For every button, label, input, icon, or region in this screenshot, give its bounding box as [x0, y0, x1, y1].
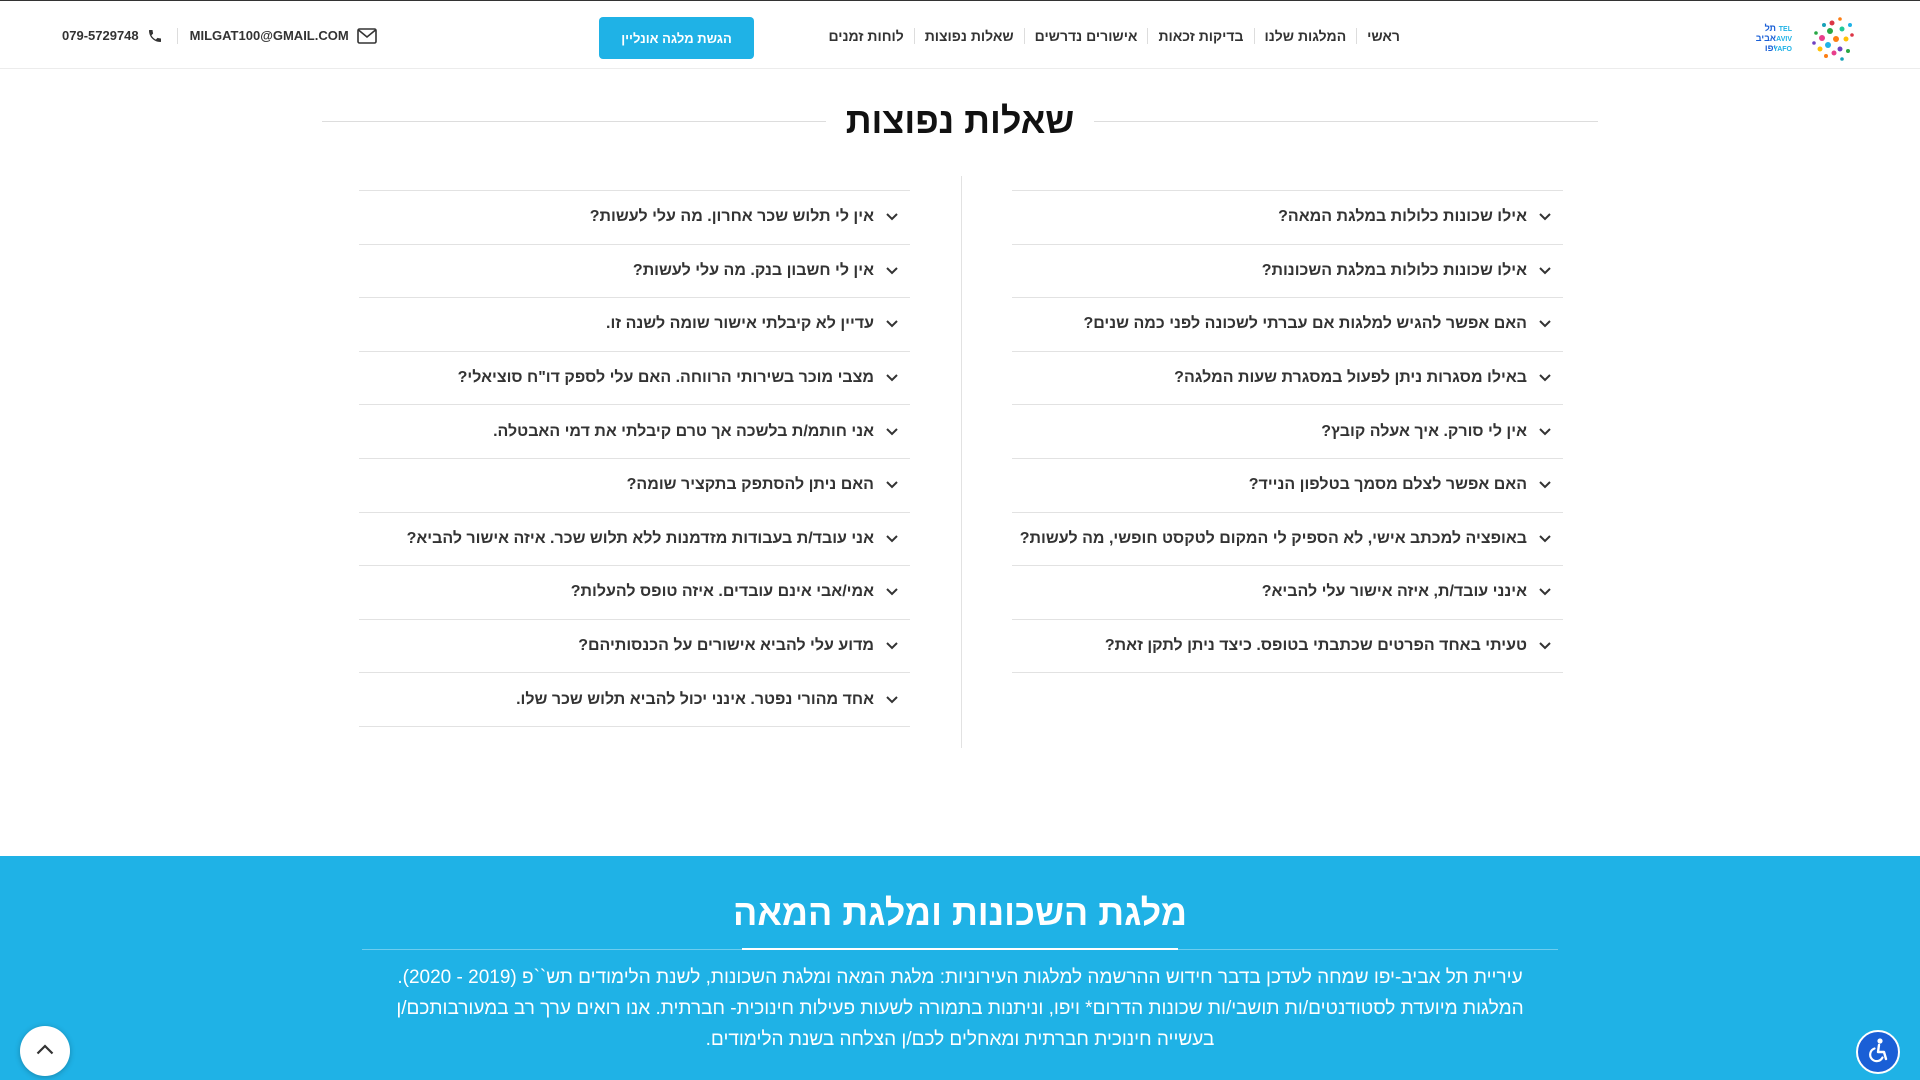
faq-item[interactable]	[359, 245, 910, 299]
chevron-down-icon	[884, 585, 898, 599]
intro-text-line: המלגות מיועדת לסטודנטים/ות תושבי/ות שכונות הדרום* ויפו, וניתנות בתמורה לשעות פעילות חינוכית- חברתית. אנו רואים ערך רב במעורבותכם/ן	[396, 998, 1524, 1019]
chevron-down-icon	[884, 693, 898, 707]
intro-text-line: עיריית תל אביב-יפו שמחה לעדכן בדבר חידוש ההרשמה למלגות העירוניות: מלגת המאה ומלגת השכונות, לשנת הלימודים תש``פ (2019 - 2020).	[397, 967, 1523, 988]
nav-item-required-documents[interactable]: אישורים נדרשים	[1024, 28, 1148, 44]
heading-line-left	[322, 121, 826, 122]
chevron-down-icon	[1537, 585, 1551, 599]
faq-question: אין לי תלוש שכר אחרון. מה עלי לעשות?	[589, 208, 874, 226]
faq-item[interactable]	[359, 673, 910, 727]
faq-item[interactable]	[1012, 566, 1563, 620]
logo-mosaic-icon	[1812, 17, 1854, 61]
faq-question: מדוע עלי להביא אישורים על הכנסותיהם?	[578, 637, 874, 655]
faq-item[interactable]	[1012, 245, 1563, 299]
faq-question: באילו מסגרות ניתן לפעול במסגרת שעות המלגה?	[1174, 369, 1527, 387]
faq-question: עדיין לא קיבלתי אישור שומה לשנה זו.	[606, 315, 874, 333]
faq-question: אין לי סורק. איך אעלה קובץ?	[1321, 422, 1527, 440]
phone-icon	[147, 28, 163, 44]
site-header	[0, 0, 1920, 69]
faq-question: אמי/אבי אינם עובדים. איזה טופס להעלות?	[570, 583, 874, 601]
nav-item-schedules[interactable]: לוחות זמנים	[828, 27, 904, 44]
faq-item[interactable]	[1012, 298, 1563, 352]
svg-text:תל: תל	[1764, 23, 1776, 33]
envelope-icon	[357, 28, 377, 44]
scroll-to-top-button[interactable]	[20, 1026, 70, 1076]
faq-item[interactable]	[359, 298, 910, 352]
chevron-down-icon	[1537, 425, 1551, 439]
faq-item[interactable]	[1012, 405, 1563, 459]
accessibility-icon	[1865, 1037, 1891, 1068]
chevron-down-icon	[884, 371, 898, 385]
faq-item[interactable]	[359, 405, 910, 459]
chevron-down-icon	[1537, 317, 1551, 331]
faq-item[interactable]	[359, 513, 910, 567]
chevron-down-icon	[1537, 478, 1551, 492]
faq-item[interactable]	[1012, 459, 1563, 513]
chevron-down-icon	[884, 532, 898, 546]
email-contact[interactable]	[178, 28, 377, 44]
faq-item[interactable]	[1012, 620, 1563, 674]
faq-question: אני עובד/ת בעבודות מזדמנות ללא תלוש שכר. איזה אישור להביא?	[406, 529, 874, 547]
nav-item-eligibility-checks[interactable]: בדיקות זכאות	[1147, 28, 1253, 44]
tel-aviv-yafo-logo[interactable]	[1755, 11, 1858, 65]
apply-online-button[interactable]: הגשת מלגה אונליין	[599, 17, 754, 59]
svg-text:יפו: יפו	[1764, 43, 1776, 53]
main-nav	[818, 1, 1410, 70]
faq-question: האם ניתן להסתפק בתקציר שומה?	[626, 476, 874, 494]
faq-item[interactable]	[1012, 513, 1563, 567]
email-address[interactable]: MILGAT100@GMAIL.COM	[189, 28, 349, 43]
chevron-down-icon	[884, 425, 898, 439]
faq-question: אילו שכונות כלולות במלגת המאה?	[1278, 208, 1527, 226]
faq-question: אינני עובד/ת, איזה אישור עלי להביא?	[1261, 583, 1527, 601]
chevron-down-icon	[1537, 371, 1551, 385]
faq-item[interactable]	[359, 352, 910, 406]
faq-question: באופציה למכתב אישי, לא הספיק לי המקום לטקסט חופשי, מה לעשות?	[1019, 529, 1527, 547]
chevron-down-icon	[1537, 532, 1551, 546]
faq-column-right	[1012, 190, 1563, 673]
svg-text:TEL: TEL	[1778, 26, 1792, 33]
chevron-down-icon	[1537, 639, 1551, 653]
chevron-up-icon	[36, 1042, 54, 1060]
faq-heading-row	[322, 96, 1598, 146]
nav-item-home[interactable]: ראשי	[1356, 28, 1410, 44]
intro-title-underline	[742, 948, 1178, 950]
nav-item-our-scholarships[interactable]: המלגות שלנו	[1254, 28, 1357, 44]
faq-question: האם אפשר לצלם מסמך בטלפון הנייד?	[1248, 476, 1527, 494]
nav-item-faq[interactable]: שאלות נפוצות	[914, 28, 1024, 44]
intro-text-line: בעשייה חינוכית חברתית ומאחלים לכם/ן הצלחה בשנת הלימודים.	[705, 1029, 1215, 1050]
faq-question: אילו שכונות כלולות במלגת השכונות?	[1261, 261, 1527, 279]
faq-title: שאלות נפוצות	[845, 100, 1075, 141]
chevron-down-icon	[1537, 210, 1551, 224]
faq-question: אין לי חשבון בנק. מה עלי לעשות?	[632, 261, 874, 279]
intro-title: מלגת השכונות ומלגת המאה	[732, 892, 1187, 933]
svg-text:אביב: אביב	[1755, 33, 1776, 43]
faq-column-left	[359, 190, 910, 727]
phone-number[interactable]: 079-5729748	[62, 28, 139, 43]
faq-question: אני חותמ/ת בלשכה אך טרם קיבלתי את דמי האבטלה.	[493, 422, 874, 440]
faq-item[interactable]	[359, 191, 910, 245]
chevron-down-icon	[884, 317, 898, 331]
heading-line-right	[1094, 121, 1598, 122]
faq-item[interactable]	[1012, 191, 1563, 245]
svg-text:YAFO: YAFO	[1773, 46, 1792, 53]
scholarship-intro-section	[0, 856, 1920, 1080]
chevron-down-icon	[884, 210, 898, 224]
phone-contact[interactable]	[62, 28, 178, 44]
column-divider	[961, 176, 962, 748]
intro-text	[362, 962, 1558, 1055]
faq-item[interactable]	[359, 620, 910, 674]
faq-item[interactable]	[1012, 352, 1563, 406]
svg-text:AVIV: AVIV	[1776, 36, 1792, 43]
faq-question: טעיתי באחד הפרטים שכתבתי בטופס. כיצד ניתן לתקן זאת?	[1104, 637, 1527, 655]
faq-question: מצבי מוכר בשירותי הרווחה. האם עלי לספק דו"ח סוציאלי?	[457, 369, 874, 387]
contact-info	[62, 1, 377, 70]
faq-question: אחד מהורי נפטר. אינני יכול להביא תלוש שכר שלו.	[516, 690, 874, 708]
chevron-down-icon	[884, 264, 898, 278]
accessibility-button[interactable]	[1856, 1030, 1900, 1074]
faq-question: האם אפשר להגיש למלגות אם עברתי לשכונה לפני כמה שנים?	[1083, 315, 1527, 333]
faq-item[interactable]	[359, 459, 910, 513]
chevron-down-icon	[884, 478, 898, 492]
faq-item[interactable]	[359, 566, 910, 620]
chevron-down-icon	[884, 639, 898, 653]
chevron-down-icon	[1537, 264, 1551, 278]
